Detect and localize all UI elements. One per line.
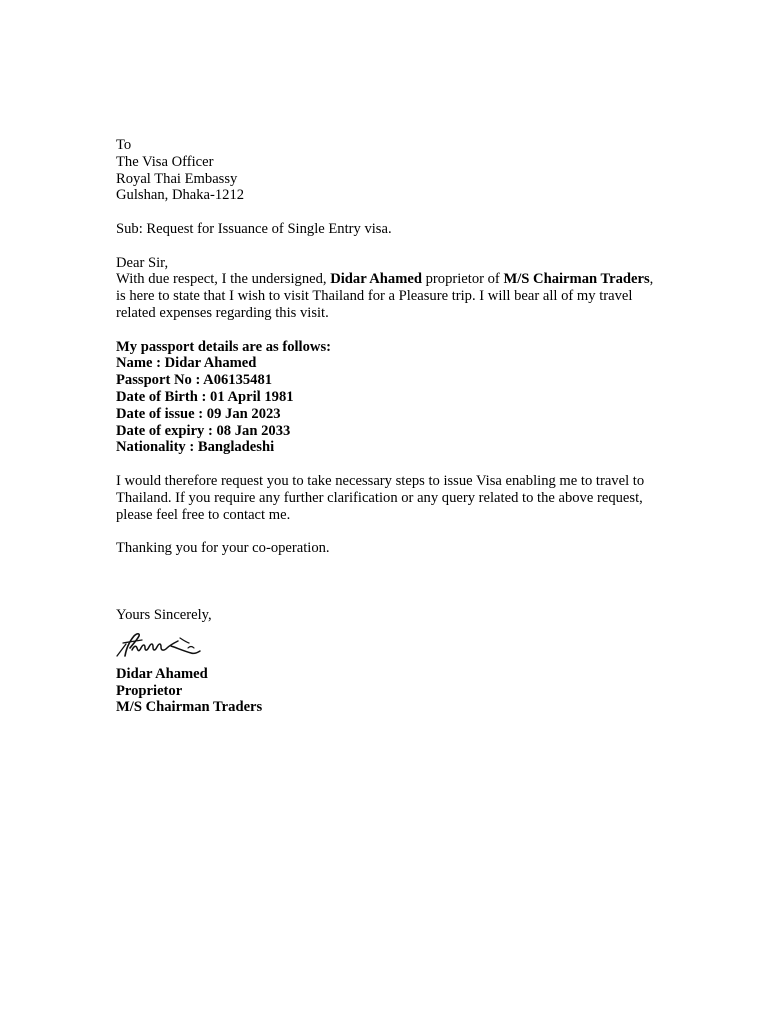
passport-issue: Date of issue : 09 Jan 2023: [116, 405, 281, 422]
intro-part3: , is here to state that I wish to visit Thailand for a Pleasure trip. I will bear all of my travel related expenses regarding this visit.: [116, 271, 654, 321]
signoff-company: M/S Chairman Traders: [116, 699, 263, 716]
signoff-block: [116, 666, 656, 716]
request-paragraph: I would therefore request you to take necessary steps to issue Visa enabling me to travel to Thailand. If you require any further clarification or any query related to the above request, please feel free to contact me.: [116, 472, 645, 523]
closing-line: Yours Sincerely,: [116, 606, 212, 623]
address-location: Gulshan, Dhaka-1212: [116, 187, 245, 204]
passport-dob: Date of Birth : 01 April 1981: [116, 388, 294, 405]
signoff-title: Proprietor: [116, 682, 183, 699]
intro-company: M/S Chairman Traders: [503, 271, 650, 288]
subject-line: Sub: Request for Issuance of Single Entry visa.: [116, 220, 392, 237]
intro-name: Didar Ahamed: [330, 271, 422, 288]
salutation: Dear Sir,: [116, 254, 169, 271]
passport-number: Passport No : A06135481: [116, 372, 273, 389]
address-to: To: [116, 137, 132, 153]
intro-part1: With due respect, I the undersigned,: [116, 271, 331, 288]
thanks-line: Thanking you for your co-operation.: [116, 540, 330, 557]
address-officer: The Visa Officer: [116, 153, 214, 170]
passport-expiry: Date of expiry : 08 Jan 2033: [116, 422, 291, 439]
signoff-name: Didar Ahamed: [116, 665, 208, 682]
letter: [116, 137, 656, 716]
passport-details: [116, 339, 656, 457]
passport-nationality: Nationality : Bangladeshi: [116, 439, 275, 456]
passport-name: Name : Didar Ahamed: [116, 355, 257, 372]
address-embassy: Royal Thai Embassy: [116, 170, 238, 187]
intro-paragraph: [116, 271, 656, 321]
signature-scribble-icon: [114, 626, 206, 666]
handwritten-signature: [114, 626, 206, 666]
passport-heading: My passport details are as follows:: [116, 338, 331, 355]
intro-part2: proprietor of: [421, 271, 504, 288]
recipient-address: [116, 137, 656, 204]
